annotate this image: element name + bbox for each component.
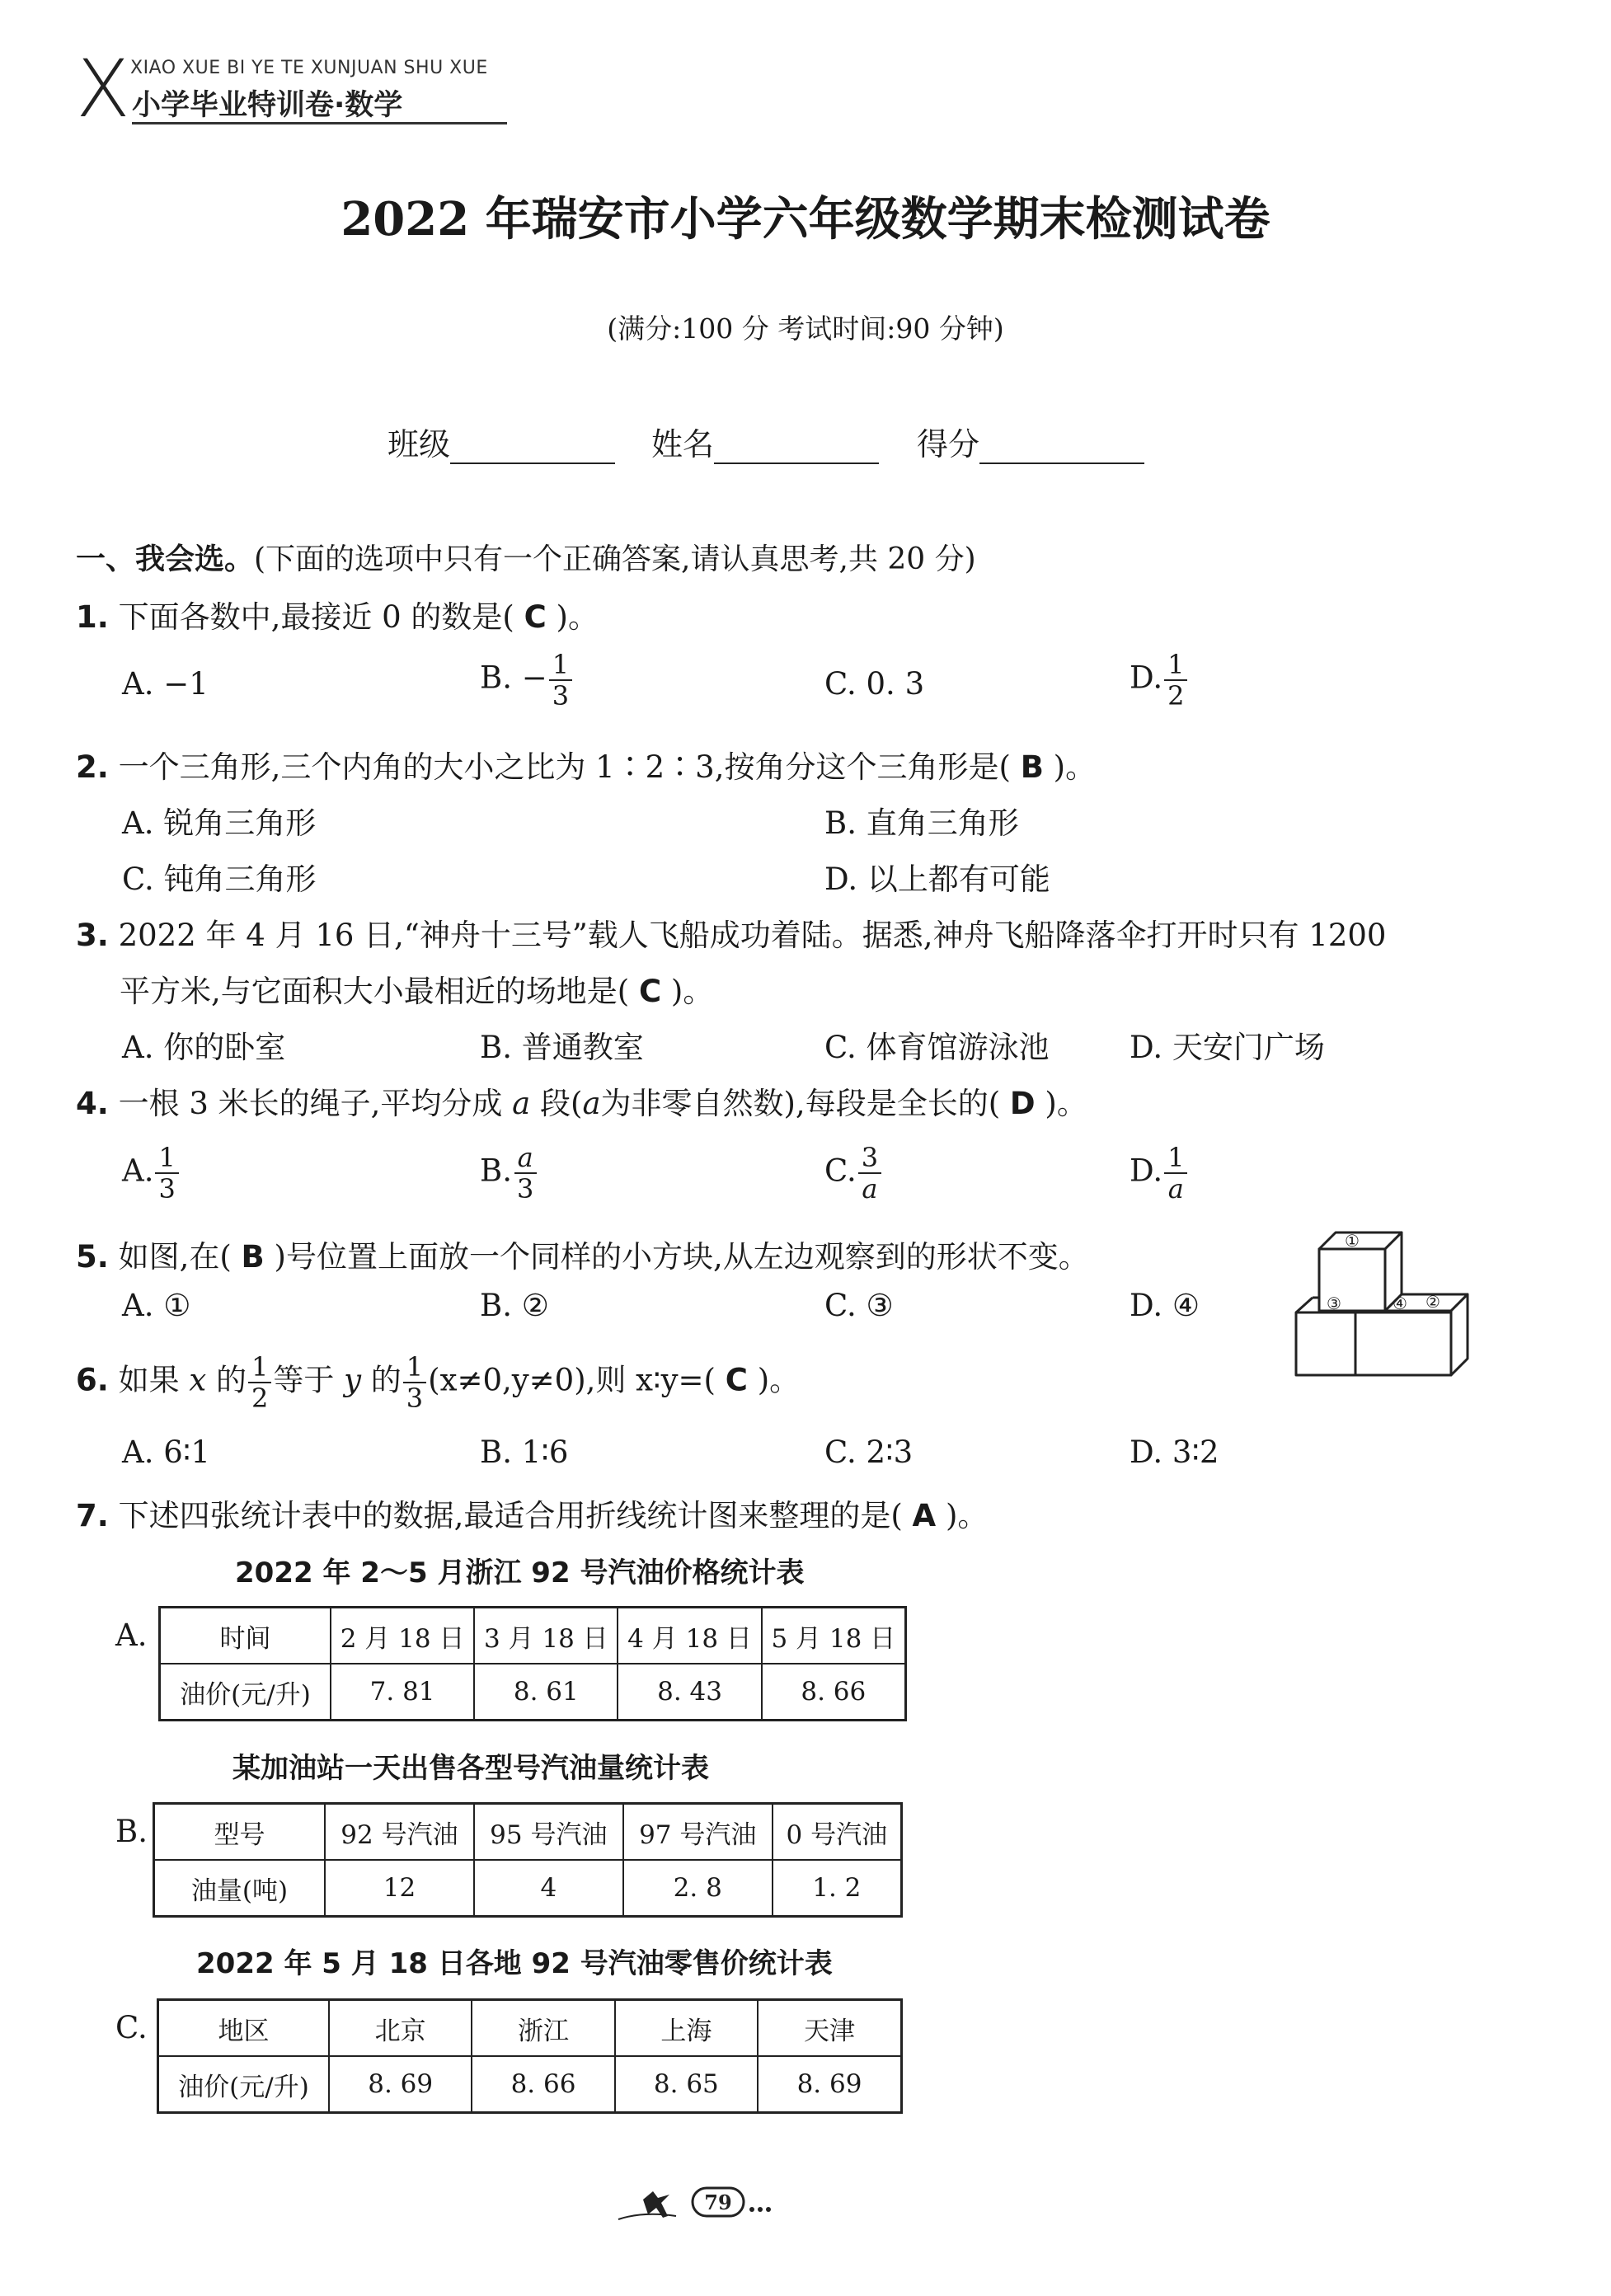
q4-text: 一根 3 米长的绳子,平均分成 (118, 1086, 503, 1121)
table-cell: 8. 69 (758, 2056, 901, 2113)
q3-option-a: A. 你的卧室 (122, 1030, 286, 1065)
q4-option-a-label: A. (122, 1153, 154, 1189)
table-cell: 12 (325, 1860, 474, 1917)
score-field (917, 419, 1144, 464)
table-c (157, 1998, 903, 2114)
q5-option-c: C. ③ (824, 1288, 894, 1323)
q4-text-end: )。 (1045, 1086, 1087, 1121)
q5-option-a: A. ① (122, 1288, 191, 1323)
table-cell: 油价(元/升) (160, 1664, 331, 1721)
q3-text-line1: 2022 年 4 月 16 日,“神舟十三号”载人飞船成功着陆。据悉,神舟飞船降落伞打开时只有 1200 (118, 918, 1387, 953)
table-row (158, 2000, 902, 2057)
fraction-numerator: a (514, 1143, 537, 1174)
fraction-numerator: 1 (403, 1352, 426, 1383)
q5-answer: B (241, 1239, 265, 1275)
q6-option-d: D. 3∶2 (1130, 1434, 1219, 1470)
header-logo-letter: X (76, 43, 130, 135)
q7-number: 7. (76, 1498, 109, 1533)
table-cell: 2 月 18 日 (331, 1608, 474, 1664)
page-title: 2022 年瑞安市小学六年级数学期末检测试卷 (341, 192, 1270, 247)
section-1-note: (下面的选项中只有一个正确答案,请认真思考,共 20 分) (254, 542, 976, 576)
table-row (154, 1804, 902, 1861)
fraction-denominator: 2 (251, 1383, 269, 1414)
swoosh-icon (618, 2214, 676, 2219)
fraction-denominator: a (1167, 1173, 1184, 1204)
q4-option-a-fraction (155, 1143, 178, 1204)
question-4 (76, 1078, 1087, 1123)
q1-option-c: C. 0. 3 (824, 666, 925, 702)
section-1-heading (76, 536, 976, 578)
fraction-numerator: 1 (248, 1352, 271, 1383)
q1-answer: C (524, 599, 547, 635)
table-cell: 4 (474, 1860, 623, 1917)
table-row (154, 1860, 902, 1917)
footer-dot (749, 2207, 754, 2212)
table-cell: 7. 81 (331, 1664, 474, 1721)
table-cell: 地区 (158, 2000, 330, 2057)
cube-3-front (1296, 1312, 1355, 1375)
q6-variable-x: x (189, 1362, 207, 1398)
question-2 (76, 742, 1096, 786)
cube-4-front (1355, 1312, 1451, 1375)
fraction-numerator: 3 (858, 1143, 881, 1174)
table-b-caption: 某加油站一天出售各型号汽油量统计表 (232, 1752, 709, 1785)
fraction-denominator: 3 (406, 1383, 424, 1414)
q4-number: 4. (76, 1086, 109, 1121)
class-blank[interactable] (450, 430, 615, 464)
cube-figure (1294, 1220, 1476, 1397)
table-cell: 1. 2 (773, 1860, 902, 1917)
q2-option-c: C. 钝角三角形 (122, 862, 317, 897)
table-cell: 北京 (329, 2000, 472, 2057)
q1-text: 下面各数中,最接近 0 的数是( (118, 599, 514, 635)
q3-text: 平方米,与它面积大小最相近的场地是( (120, 974, 630, 1009)
section-1-title: 一、我会选。 (76, 542, 255, 576)
table-cell: 5 月 18 日 (762, 1608, 906, 1664)
fraction-denominator: a (862, 1173, 878, 1204)
table-cell: 0 号汽油 (773, 1804, 902, 1861)
q3-option-c: C. 体育馆游泳池 (824, 1030, 1050, 1065)
q6-variable-y: y (344, 1362, 362, 1398)
q1-option-d-label: D. (1130, 660, 1163, 696)
name-label: 姓名 (651, 426, 715, 462)
fraction-numerator: 1 (1164, 1143, 1187, 1174)
q4-option-d-label: D. (1130, 1153, 1163, 1189)
footer-dot (766, 2207, 771, 2212)
table-cell: 8. 43 (618, 1664, 761, 1721)
q4-option-c (824, 1143, 883, 1204)
q6-option-c: C. 2∶3 (824, 1434, 914, 1470)
table-cell: 95 号汽油 (474, 1804, 623, 1861)
q3-option-d: D. 天安门广场 (1130, 1030, 1325, 1065)
q6-text-3: 等于 (273, 1362, 335, 1398)
q6-text-end: )。 (757, 1362, 801, 1398)
exam-subtitle: (满分:100 分 考试时间:90 分钟) (607, 312, 1004, 345)
q6-text-1: 如果 (118, 1362, 180, 1398)
table-cell: 8. 66 (762, 1664, 906, 1721)
q7-text-end: )。 (945, 1498, 989, 1533)
table-row (160, 1664, 906, 1721)
fraction-numerator: 1 (155, 1143, 178, 1174)
question-5 (76, 1232, 1089, 1276)
q6-text-2: 的 (215, 1362, 247, 1398)
header-pinyin: XIAO XUE BI YE TE XUNJUAN SHU XUE (130, 58, 488, 78)
q4-option-b-label: B. (480, 1153, 512, 1189)
q1-option-b-fraction (549, 650, 572, 711)
page-number: 79 (704, 2190, 732, 2214)
table-b-label: B. (115, 1814, 148, 1849)
q1-text-end: )。 (556, 599, 599, 635)
table-cell: 97 号汽油 (623, 1804, 773, 1861)
table-cell: 8. 66 (472, 2056, 614, 2113)
q6-text-5: (x≠0,y≠0),则 x∶y=( (428, 1362, 716, 1398)
table-a-caption: 2022 年 2～5 月浙江 92 号汽油价格统计表 (235, 1556, 805, 1589)
q4-option-b-fraction (514, 1143, 537, 1204)
table-row (158, 2056, 902, 2113)
q4-text-mid2: 为非零自然数),每段是全长的( (600, 1086, 1001, 1121)
table-cell: 3 月 18 日 (474, 1608, 618, 1664)
q2-number: 2. (76, 749, 109, 785)
q6-text-4: 的 (370, 1362, 402, 1398)
q4-option-b (480, 1143, 538, 1204)
q2-answer: B (1020, 749, 1044, 785)
table-cell: 8. 65 (615, 2056, 758, 2113)
table-cell: 8. 69 (329, 2056, 472, 2113)
fraction-denominator: 2 (1167, 680, 1185, 711)
table-a-label: A. (115, 1618, 148, 1653)
q1-option-d-fraction (1164, 650, 1187, 711)
q6-answer: C (725, 1362, 748, 1398)
q4-option-a (122, 1143, 181, 1204)
q1-option-b-label: B. − (480, 660, 547, 696)
footer-dot (758, 2207, 763, 2212)
q4-variable-a-2: a (582, 1086, 601, 1121)
q4-variable-a: a (512, 1086, 531, 1121)
q5-text-end: )号位置上面放一个同样的小方块,从左边观察到的形状不变。 (274, 1239, 1089, 1275)
q1-option-b (480, 650, 574, 711)
name-field (651, 419, 879, 464)
fraction-denominator: 3 (516, 1173, 534, 1204)
q3-text-end: )。 (670, 974, 714, 1009)
class-field (387, 419, 615, 464)
q7-answer: A (912, 1498, 937, 1533)
table-c-label: C. (115, 2010, 148, 2045)
table-a (158, 1606, 907, 1721)
q1-number: 1. (76, 599, 109, 635)
question-7 (76, 1491, 988, 1535)
q2-text: 一个三角形,三个内角的大小之比为 1∶2∶3,按角分这个三角形是( (118, 749, 1011, 785)
q3-number: 3. (76, 918, 109, 953)
q4-text-mid: 段( (540, 1086, 583, 1121)
table-b (153, 1802, 903, 1918)
table-cell: 8. 61 (474, 1664, 618, 1721)
q1-option-d (1130, 650, 1189, 711)
table-c-caption: 2022 年 5 月 18 日各地 92 号汽油零售价统计表 (196, 1947, 833, 1980)
cube-3-edge (1296, 1298, 1313, 1312)
cube-label-3: ③ (1327, 1294, 1341, 1313)
q5-text: 如图,在( (118, 1239, 232, 1275)
table-cell: 4 月 18 日 (618, 1608, 761, 1664)
q7-text: 下述四张统计表中的数据,最适合用折线统计图来整理的是( (118, 1498, 903, 1533)
fraction-denominator: 3 (552, 680, 570, 711)
question-6 (76, 1352, 800, 1413)
header-book-title: 小学毕业特训卷·数学 (132, 89, 403, 122)
q1-option-a: A. −1 (122, 666, 209, 702)
score-blank[interactable] (979, 430, 1144, 464)
class-label: 班级 (387, 426, 451, 462)
q4-option-d (1130, 1143, 1189, 1204)
q4-option-c-label: C. (824, 1153, 857, 1189)
q4-option-c-fraction (858, 1143, 881, 1204)
q6-option-b: B. 1∶6 (480, 1434, 569, 1470)
table-row (160, 1608, 906, 1664)
q2-option-a: A. 锐角三角形 (122, 805, 317, 841)
table-cell: 油量(吨) (154, 1860, 326, 1917)
fraction-numerator: 1 (1164, 650, 1187, 681)
table-cell: 天津 (758, 2000, 901, 2057)
table-cell: 2. 8 (623, 1860, 773, 1917)
cube-label-4: ④ (1393, 1294, 1407, 1313)
header-rule (132, 122, 507, 124)
q3-answer: C (638, 974, 662, 1009)
question-3 (76, 910, 1386, 955)
q2-option-b: B. 直角三角形 (824, 805, 1019, 841)
score-label: 得分 (917, 426, 980, 462)
fraction-denominator: 3 (158, 1173, 176, 1204)
q2-text-end: )。 (1053, 749, 1097, 785)
table-cell: 油价(元/升) (158, 2056, 330, 2113)
table-cell: 92 号汽油 (325, 1804, 474, 1861)
table-cell: 型号 (154, 1804, 326, 1861)
fraction-numerator: 1 (549, 650, 572, 681)
q6-fraction-2 (403, 1352, 426, 1413)
table-cell: 时间 (160, 1608, 331, 1664)
q4-answer: D (1009, 1086, 1036, 1121)
question-3-line2 (120, 966, 713, 1011)
q6-number: 6. (76, 1362, 109, 1398)
q6-fraction-1 (248, 1352, 271, 1413)
q3-option-b: B. 普通教室 (480, 1030, 644, 1065)
question-1 (76, 592, 599, 636)
cube-label-2: ② (1425, 1292, 1440, 1312)
q5-option-d: D. ④ (1130, 1288, 1200, 1323)
page-footer (610, 2176, 808, 2234)
name-blank[interactable] (714, 430, 879, 464)
q5-option-b: B. ② (480, 1288, 549, 1323)
q6-option-a: A. 6∶1 (122, 1434, 210, 1470)
q2-option-d: D. 以上都有可能 (824, 862, 1050, 897)
q5-number: 5. (76, 1239, 109, 1275)
cube-label-1: ① (1345, 1231, 1360, 1251)
table-cell: 浙江 (472, 2000, 614, 2057)
table-cell: 上海 (615, 2000, 758, 2057)
q4-option-d-fraction (1164, 1143, 1187, 1204)
